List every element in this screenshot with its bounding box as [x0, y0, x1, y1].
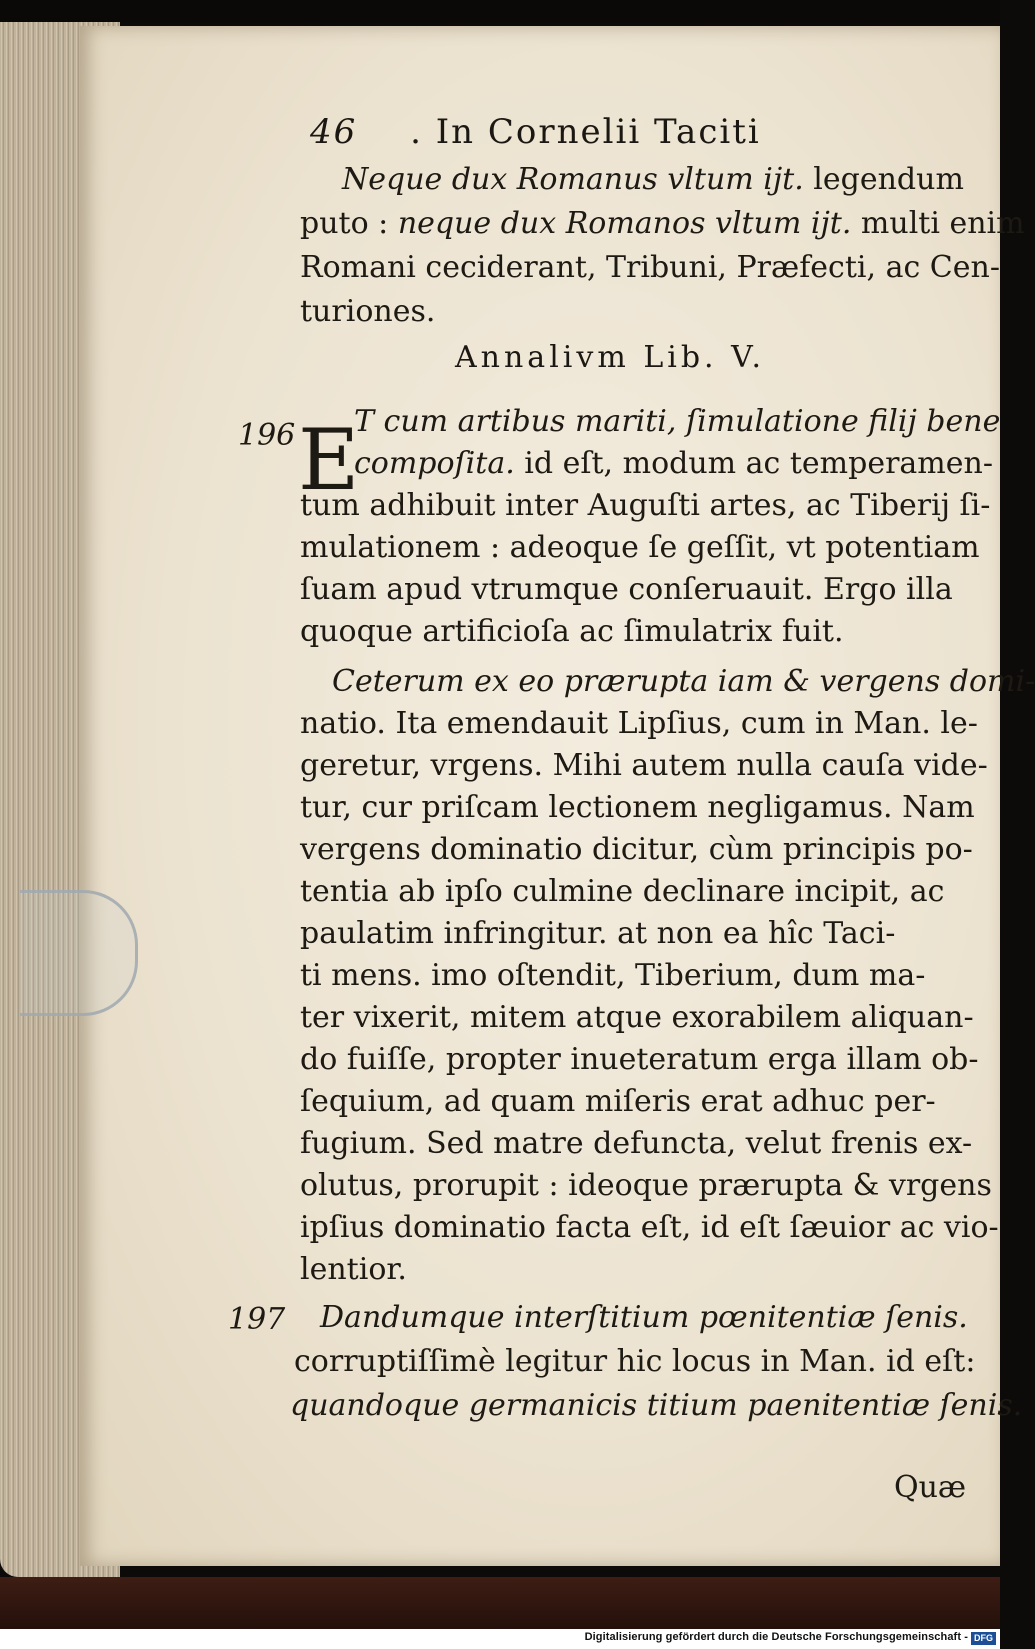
- marginal-number: 196: [238, 418, 296, 453]
- catchword: Quæ: [894, 1470, 967, 1505]
- text-line: quandoque germanicis titium paenitentiæ ſenis.: [290, 1388, 1023, 1423]
- drop-cap: E: [298, 411, 360, 509]
- text-line: lentior.: [300, 1252, 407, 1287]
- page-number: 46: [310, 112, 358, 152]
- text-line: Ceterum ex eo prærupta iam & vergens domi-: [332, 664, 1035, 699]
- text-line: do fuiſſe, propter inueteratum erga illam ob-: [300, 1042, 979, 1077]
- text-line: tentia ab ipſo culmine declinare incipit, ac: [300, 874, 945, 909]
- text-line: quoque artificioſa ac ſimulatrix fuit.: [300, 614, 844, 649]
- dfg-logo: DFG: [971, 1632, 996, 1645]
- text-line: geretur, vrgens. Mihi autem nulla cauſa vide-: [300, 748, 988, 783]
- text-line: mulationem : adeoque ſe geſſit, vt potentiam: [300, 530, 980, 565]
- text-line: fugium. Sed matre defuncta, velut frenis ex-: [300, 1126, 973, 1161]
- page-clip: [20, 890, 138, 1016]
- text-line: ti mens. imo oſtendit, Tiberium, dum ma-: [300, 958, 926, 993]
- text-line: paulatim infringitur. at non ea hîc Taci-: [300, 916, 896, 951]
- text-line: natio. Ita emendauit Lipſius, cum in Man. le-: [300, 706, 978, 741]
- running-head-title: . In Cornelii Taciti: [410, 112, 761, 152]
- text-line: ſuam apud vtrumque conſeruauit. Ergo illa: [300, 572, 953, 607]
- scan-top-border: [0, 0, 1000, 22]
- text-line: Dandumque interſtitium pœnitentiæ ſenis.: [320, 1300, 968, 1335]
- scan-bottom-border: [0, 1577, 1000, 1629]
- text-line: olutus, prorupit : ideoque prærupta & vrgens: [300, 1168, 992, 1203]
- text-line: Romani ceciderant, Tribuni, Præfecti, ac Cen-: [300, 250, 1000, 285]
- text-line: T cum artibus mariti, ſimulatione filij bene: [354, 404, 1001, 439]
- text-line: corruptiſſimè legitur hic locus in Man. id eſt:: [294, 1344, 976, 1379]
- text-line: ter vixerit, mitem atque exorabilem aliquan-: [300, 1000, 974, 1035]
- section-heading: Annalivm Lib. V.: [455, 340, 766, 375]
- text-line: vergens dominatio dicitur, cùm principis po-: [300, 832, 973, 867]
- text-line: tum adhibuit inter Auguſti artes, ac Tiberij ſi-: [300, 488, 991, 523]
- text-line: ſequium, ad quam miſeris erat adhuc per-: [300, 1084, 936, 1119]
- text-line: tur, cur priſcam lectionem negligamus. Nam: [300, 790, 975, 825]
- text-line: Neque dux Romanus vltum ijt. legendum: [342, 162, 964, 197]
- marginal-number: 197: [228, 1302, 286, 1337]
- text-line: turiones.: [300, 294, 436, 329]
- text-line: ipſius dominatio facta eſt, id eſt ſæuior ac vio-: [300, 1210, 999, 1245]
- text-line: puto : neque dux Romanos vltum ijt. multi enim: [300, 206, 1025, 241]
- funding-credit: Digitalisierung gefördert durch die Deutsche Forschungsgemeinschaft -: [584, 1631, 968, 1643]
- running-head: [310, 112, 761, 152]
- text-line: compoſita. id eſt, modum ac temperamen-: [354, 446, 993, 481]
